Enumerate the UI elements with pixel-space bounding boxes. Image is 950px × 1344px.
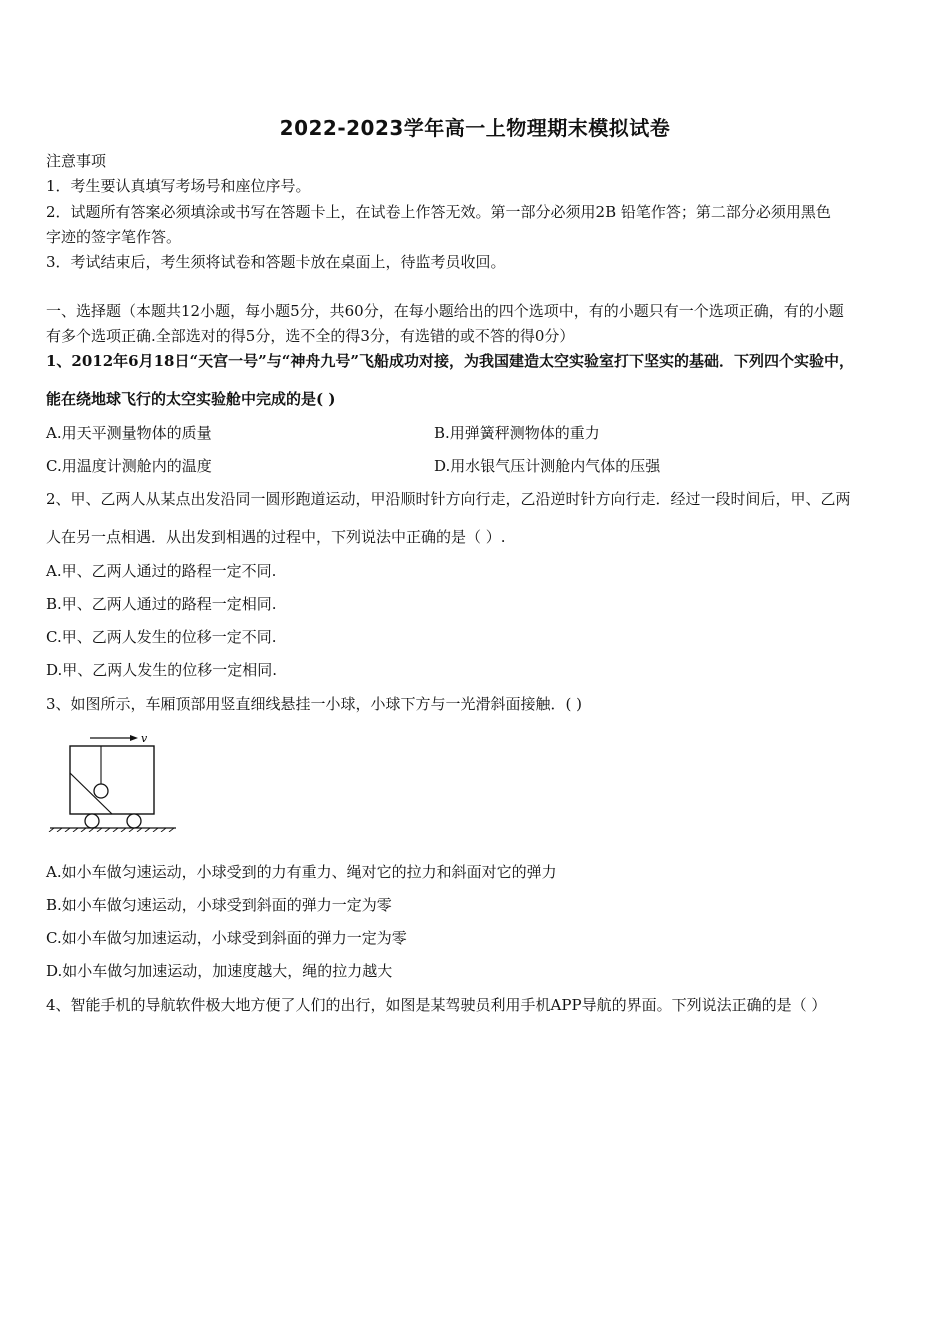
- cart-body: [70, 746, 154, 814]
- velocity-arrowhead: [130, 735, 138, 741]
- notice-item-2: 2．试题所有答案必须填涂或书写在答题卡上，在试卷上作答无效。第一部分必须用2B 铅笔作答；第二部分必须用黑色: [46, 203, 831, 221]
- q2-stem-2: 人在另一点相遇．从出发到相遇的过程中，下列说法中正确的是（ ）.: [46, 528, 506, 546]
- q3-option-c: C.如小车做匀加速运动，小球受到斜面的弹力一定为零: [46, 929, 407, 947]
- q1-option-b: B.用弹簧秤测物体的重力: [434, 424, 600, 442]
- q2-stem-1: 2、甲、乙两人从某点出发沿同一圆形跑道运动，甲沿顺时针方向行走，乙沿逆时针方向行走．经过一段时间后，甲、乙两: [46, 490, 851, 508]
- notice-item-3: 3．考试结束后，考生须将试卷和答题卡放在桌面上，待监考员收回。: [46, 253, 506, 271]
- q1-option-c: C.用温度计测舱内的温度: [46, 457, 212, 475]
- q1-stem-2: 能在绕地球飞行的太空实验舱中完成的是( ): [46, 390, 336, 408]
- exam-title: 2022-2023学年高一上物理期末模拟试卷: [279, 116, 671, 140]
- q1-stem-1: 1、2012年6月18日“天宫一号”与“神舟九号”飞船成功对接，为我国建造太空实验室打下坚实的基础．下列四个实验中，: [46, 352, 855, 370]
- q3-option-a: A.如小车做匀速运动，小球受到的力有重力、绳对它的拉力和斜面对它的弹力: [46, 863, 557, 881]
- q4-stem: 4、智能手机的导航软件极大地方便了人们的出行，如图是某驾驶员利用手机APP导航的界面。下列说法正确的是（ ）: [46, 996, 827, 1014]
- notice-item-1: 1．考生要认真填写考场号和座位序号。: [46, 177, 311, 195]
- q2-option-b: B.甲、乙两人通过的路程一定相同.: [46, 595, 277, 613]
- notice-heading: 注意事项: [46, 152, 107, 170]
- hanging-ball: [94, 784, 108, 798]
- q1-option-a: A.用天平测量物体的质量: [46, 424, 212, 442]
- cart-wheel-left: [85, 814, 99, 828]
- section1-instructions-2: 有多个选项正确.全部选对的得5分，选不全的得3分，有选错的或不答的得0分）: [46, 327, 575, 345]
- q1-option-d: D.用水银气压计测舱内气体的压强: [434, 457, 661, 475]
- notice-item-2-cont: 字迹的签字笔作答。: [46, 228, 182, 246]
- cart-incline-diagram: [46, 728, 178, 832]
- q3-option-d: D.如小车做匀加速运动，加速度越大，绳的拉力越大: [46, 962, 393, 980]
- q3-option-b: B.如小车做匀速运动，小球受到斜面的弹力一定为零: [46, 896, 392, 914]
- q3-stem: 3、如图所示，车厢顶部用竖直细线悬挂一小球，小球下方与一光滑斜面接触．( ): [46, 695, 583, 713]
- q2-option-a: A.甲、乙两人通过的路程一定不同.: [46, 562, 277, 580]
- q2-option-c: C.甲、乙两人发生的位移一定不同.: [46, 628, 277, 646]
- velocity-label: v: [141, 732, 148, 745]
- cart-wheel-right: [127, 814, 141, 828]
- section1-instructions-1: 一、选择题（本题共12小题，每小题5分，共60分，在每小题给出的四个选项中，有的小题只有一个选项正确，有的小题: [46, 302, 844, 320]
- q2-option-d: D.甲、乙两人发生的位移一定相同.: [46, 661, 278, 679]
